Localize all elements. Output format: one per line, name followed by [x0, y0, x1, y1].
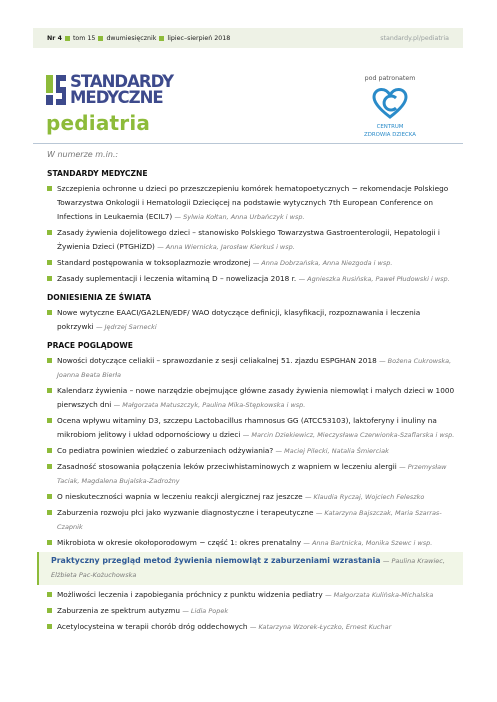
frequency: dwumiesięcznik: [106, 34, 157, 42]
list-item[interactable]: [47, 306, 457, 334]
article-authors: — Agnieszka Rusińska, Paweł Płudowski i wsp.: [298, 275, 450, 283]
article-authors: — Jędrzej Sarnecki: [96, 323, 157, 331]
article-authors: — Klaudia Ryczaj, Wojciech Feleszko: [304, 493, 425, 501]
patronage-org-line-2: ZDROWIA DZIECKA: [364, 131, 416, 138]
square-bullet-icon: [47, 276, 52, 281]
article-title: Zasadność stosowania połączenia leków przeciwhistaminowych z wapniem w leczeniu alergii: [57, 462, 397, 471]
article-title: Nowości dotyczące celiakii – sprawozdanie z sesji celiakalnej 51. zjazdu ESPGHAN 2018: [57, 356, 377, 365]
journal-subtitle: pediatria: [46, 111, 151, 135]
article-authors: — Katarzyna Wzorek-Łyczko, Ernest Kuchar: [249, 623, 392, 631]
list-item[interactable]: [47, 444, 457, 458]
article-authors: — Paulina Krawiec, Elżbieta Pac-Kożuchowska: [51, 557, 445, 579]
highlighted-article[interactable]: [37, 552, 463, 585]
square-bullet-icon: [47, 464, 52, 469]
article-authors: — Marcin Dziekiewicz, Mieczysława Czerwionka-Szaflarska i wsp.: [242, 431, 455, 439]
divider: [33, 143, 463, 144]
list-item[interactable]: [47, 226, 457, 254]
article-title: Standard postępowania w toksoplazmozie wrodzonej: [57, 258, 251, 267]
list-item[interactable]: [47, 506, 457, 534]
article-title: Szczepienia ochronne u dzieci po przeszczepieniu komórek hematopoetycznych − rekomendacje Polskiego Towarzystwa Onkologii i Hematologii Dziecięcej na podstawie wytycznych 7th European Conference on Infections in Leukaemia (ECIL7): [57, 184, 449, 221]
square-bullet-icon: [159, 36, 164, 41]
article-authors: — Sylwia Kołtan, Anna Urbańczyk i wsp.: [174, 213, 305, 221]
volume: tom 15: [72, 34, 96, 42]
list-item[interactable]: [47, 490, 457, 504]
article-title: Możliwości leczenia i zapobiegania próchnicy z punktu widzenia pediatry: [57, 590, 323, 599]
list-item[interactable]: [47, 460, 457, 488]
article-authors: — Małgorzata Matuszczyk, Paulina Mika-Stępkowska i wsp.: [113, 401, 306, 409]
square-bullet-icon: [47, 260, 52, 265]
heart-logo-icon: [372, 88, 408, 120]
logo-line-1: STANDARDY: [70, 72, 174, 91]
square-bullet-icon: [47, 418, 52, 423]
logo-wordmark: [70, 74, 173, 106]
list-item[interactable]: [47, 588, 457, 602]
list-item[interactable]: [47, 354, 457, 382]
article-title: Kalendarz żywienia – nowe narzędzie obejmujące główne zasady żywienia niemowląt i małych dzieci w 1000 pierwszych dni: [57, 386, 455, 409]
table-of-contents: [47, 148, 457, 636]
issue-number: Nr 4: [47, 34, 62, 42]
square-bullet-icon: [65, 36, 70, 41]
article-title: Acetylocysteina w terapii chorób dróg oddechowych: [57, 622, 248, 631]
intro-text: W numerze m.in.:: [47, 150, 119, 159]
period: lipiec–sierpień 2018: [167, 34, 231, 42]
list-item[interactable]: [47, 620, 457, 634]
logo-mark-icon: [46, 75, 66, 105]
section-title: DONIESIENIA ZE ŚWIATA: [47, 293, 152, 302]
square-bullet-icon: [47, 510, 52, 515]
list-item[interactable]: [47, 256, 457, 270]
article-authors: — Katarzyna Bajszczak, Maria Szarras-Czapnik: [57, 509, 442, 531]
article-title: Zaburzenia rozwoju płci jako wyzwanie diagnostyczne i terapeutyczne: [57, 508, 314, 517]
article-authors: — Maciej Pilecki, Natalia Śmierciak: [275, 447, 389, 455]
list-item[interactable]: [47, 604, 457, 618]
square-bullet-icon: [47, 186, 52, 191]
patronage-label: pod patronatem: [364, 75, 416, 82]
article-title: Zaburzenia ze spektrum autyzmu: [57, 606, 181, 615]
square-bullet-icon: [47, 608, 52, 613]
article-title: Zasady suplementacji i leczenia witaminą D – nowelizacja 2018 r.: [57, 274, 297, 283]
article-authors: — Lidia Popek: [182, 607, 229, 615]
article-authors: — Anna Wiernicka, Jarosław Kierkuś i wsp.: [157, 243, 295, 251]
square-bullet-icon: [47, 494, 52, 499]
patronage-block: [355, 75, 425, 139]
article-title: Ocena wpływu witaminy D3, szczepu Lactobacillus rhamnosus GG (ATCC53103), laktoferyny i inuliny na mikrobiom jelitowy i układ odpornościowy u dzieci: [57, 416, 437, 439]
section-title: STANDARDY MEDYCZNE: [47, 169, 148, 178]
logo-line-2: MEDYCZNE: [70, 88, 163, 107]
patronage-org-line-1: CENTRUM: [376, 124, 404, 130]
article-title: Zasady żywienia dojelitowego dzieci – stanowisko Polskiego Towarzystwa Gastroenterologii, Hepatologii i Żywienia Dzieci (PTGHiZD): [57, 228, 440, 251]
article-title: Praktyczny przegląd metod żywienia niemowląt z zaburzeniami wzrastania: [51, 556, 381, 565]
article-title: Co pediatra powinien wiedzieć o zaburzeniach odżywiania?: [57, 446, 274, 455]
list-item[interactable]: [47, 384, 457, 412]
square-bullet-icon: [47, 388, 52, 393]
square-bullet-icon: [47, 592, 52, 597]
article-authors: — Przemysław Taciak, Magdalena Bujalska-Zadrożny: [57, 463, 447, 485]
square-bullet-icon: [47, 310, 52, 315]
square-bullet-icon: [47, 358, 52, 363]
square-bullet-icon: [98, 36, 103, 41]
article-title: Nowe wytyczne EAACI/GA2LEN/EDF/ WAO dotyczące definicji, klasyfikacji, rozpoznawania i leczenia pokrzywki: [57, 308, 421, 331]
list-item[interactable]: [47, 536, 457, 550]
list-item[interactable]: [47, 182, 457, 224]
article-authors: — Anna Dobrzańska, Anna Niezgoda i wsp.: [252, 259, 393, 267]
article-title: Mikrobiota w okresie okołoporodowym − część 1: okres prenatalny: [57, 538, 302, 547]
list-item[interactable]: [47, 272, 457, 286]
issue-bar: [33, 28, 463, 48]
square-bullet-icon: [47, 540, 52, 545]
square-bullet-icon: [47, 230, 52, 235]
article-title: O nieskuteczności wapnia w leczeniu reakcji alergicznej raz jeszcze: [57, 492, 303, 501]
section-title: PRACE POGLĄDOWE: [47, 341, 133, 350]
article-authors: — Anna Bartnicka, Monika Szewc i wsp.: [303, 539, 433, 547]
journal-url[interactable]: standardy.pl/pediatria: [380, 34, 449, 42]
list-item[interactable]: [47, 414, 457, 442]
article-authors: — Bożena Cukrowska, Joanna Beata Bierła: [57, 357, 452, 379]
square-bullet-icon: [47, 448, 52, 453]
journal-logo: [46, 74, 173, 106]
square-bullet-icon: [47, 624, 52, 629]
article-authors: — Małgorzata Kulińska-Michalska: [325, 591, 434, 599]
